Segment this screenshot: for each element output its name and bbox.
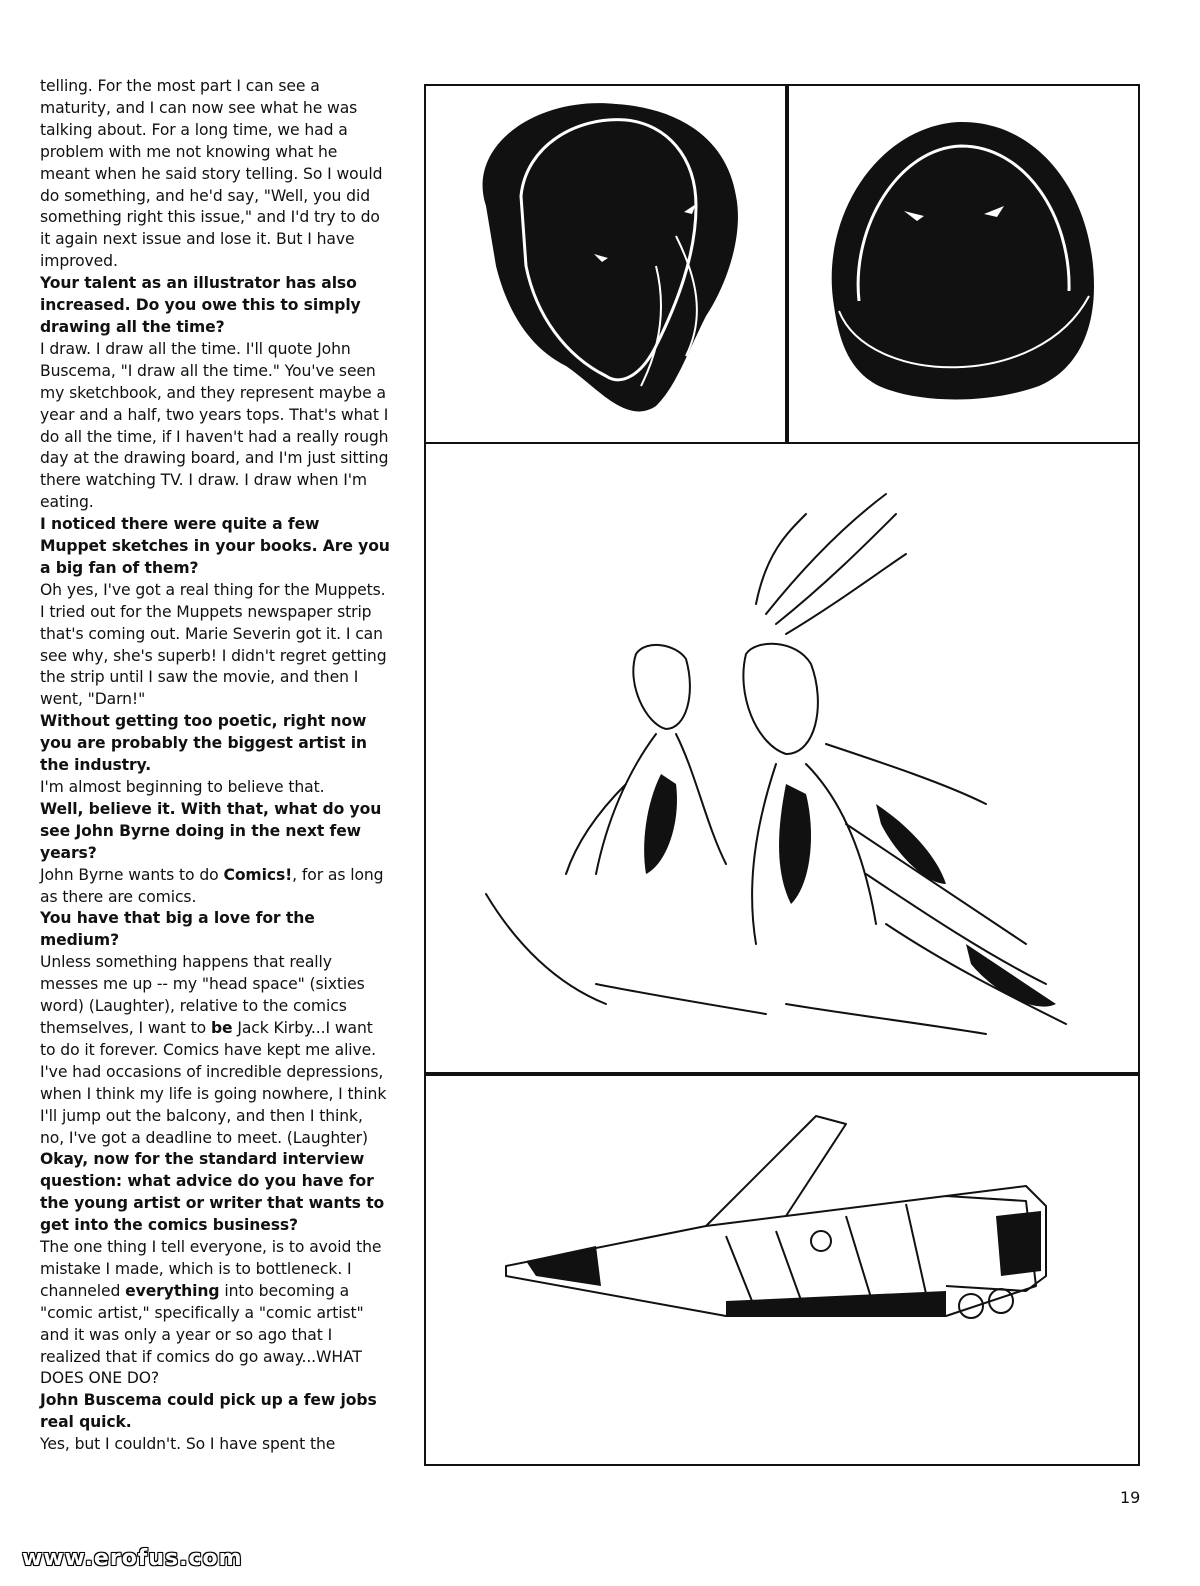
- interview-answer: [40, 952, 390, 1149]
- engine-shadow: [996, 1211, 1041, 1276]
- interview-answer: Yes, but I couldn't. So I have spent the: [40, 1435, 336, 1454]
- cockpit-shadow: [526, 1246, 601, 1286]
- illustration-panel-2: [787, 84, 1140, 444]
- interview-question: Okay, now for the standard interview question: what advice do you have for the young artist or writer that wants to get into the comics business?: [40, 1150, 385, 1235]
- ink-shadow-1: [644, 774, 677, 874]
- interview-answer: I draw. I draw all the time. I'll quote John Buscema, "I draw all the time." You've seen my sketchbook, and they represent maybe a year and a half, two years tops. That's what I do all the time, if I haven't had a really rough day at the drawing board, and I'm just sitting there watching TV. I draw. I draw when I'm eating.: [40, 339, 389, 512]
- interview-question: Without getting too poetic, right now you are probably the biggest artist in the industry.: [40, 712, 367, 775]
- interview-question: I noticed there were quite a few Muppet sketches in your books. Are you a big fan of them?: [40, 515, 390, 577]
- wing-strokes: [756, 494, 906, 634]
- answer-emphasis: Comics!: [223, 865, 293, 884]
- illustration-panel-4: [424, 1074, 1140, 1466]
- illustration-panel-3: [424, 442, 1140, 1074]
- hood-shadow-mass: [483, 103, 738, 411]
- interview-answer: [40, 1237, 390, 1390]
- upper-wing: [706, 1116, 846, 1226]
- interview-text-column: [40, 76, 390, 1456]
- answer-text: John Byrne wants to do: [40, 865, 224, 884]
- interview-answer: I'm almost beginning to believe that.: [40, 778, 325, 796]
- answer-text: Unless something happens that really messes me up -- my "head space" (sixties word) (Laughter), relative to the comics themselves, I want to: [40, 953, 365, 1037]
- interview-question: You have that big a love for the medium?: [40, 909, 315, 950]
- winged-warrior-women-icon: [426, 444, 1138, 1072]
- helmet-left: [633, 645, 690, 729]
- answer-text: into becoming a "comic artist," specifically a "comic artist" and it was only a year or so ago that I realized that if comics do go away...WHAT DOES ONE DO?: [40, 1281, 364, 1388]
- sword-curve: [486, 894, 606, 1004]
- answer-text: Jack Kirby...I want to do it forever. Comics have kept me alive. I've had occasions of incredible depressions, when I think my life is going nowhere, I think I'll jump out the balcony, and then I think, no, I've got a deadline to meet. (Laughter): [40, 1018, 387, 1147]
- page-number: 19: [1120, 1488, 1141, 1507]
- interview-question: John Buscema could pick up a few jobs real quick.: [40, 1391, 377, 1432]
- answer-text: , for as long as there are comics.: [40, 865, 384, 906]
- site-watermark[interactable]: www.erofus.com: [22, 1546, 243, 1571]
- engine-nozzle-1: [959, 1294, 983, 1318]
- hands-ground: [596, 984, 986, 1034]
- interview-answer: Oh yes, I've got a real thing for the Muppets. I tried out for the Muppets newspaper strip that's coming out. Marie Severin got it. I can see why, she's superb! I didn't regret getting the strip until I saw the movie, and then I went, "Darn!": [40, 580, 387, 709]
- answer-text: The one thing I tell everyone, is to avoid the mistake I made, which is to bottleneck. I channeled: [40, 1238, 382, 1300]
- hood-mass: [832, 122, 1094, 400]
- spaceship-icon: [426, 1076, 1138, 1464]
- interview-answer: telling. For the most part I can see a maturity, and I can now see what he was talking about. For a long time, we had a problem with me not knowing what he meant when he said story telling. So I would do something, and he'd say, "Well, you did something right this issue," and I'd try to do it again next issue and lose it. But I have improved.: [40, 77, 383, 271]
- interview-answer: [40, 865, 390, 909]
- ink-shadow-3: [876, 804, 946, 884]
- hull-hatch: [811, 1231, 831, 1251]
- illustration-panel-1: [424, 84, 787, 444]
- interview-question: Well, believe it. With that, what do you see John Byrne doing in the next few years?: [40, 799, 382, 862]
- answer-emphasis: be: [210, 1018, 233, 1037]
- underside-shadow: [726, 1291, 946, 1316]
- hooded-figure-profile-icon: [426, 86, 785, 442]
- hooded-figure-front-icon: [789, 86, 1138, 442]
- interview-question: Your talent as an illustrator has also increased. Do you owe this to simply drawing all the time?: [40, 274, 361, 336]
- ink-shadow-2: [779, 784, 811, 904]
- answer-emphasis: everything: [125, 1281, 220, 1300]
- helmet-right: [743, 644, 817, 754]
